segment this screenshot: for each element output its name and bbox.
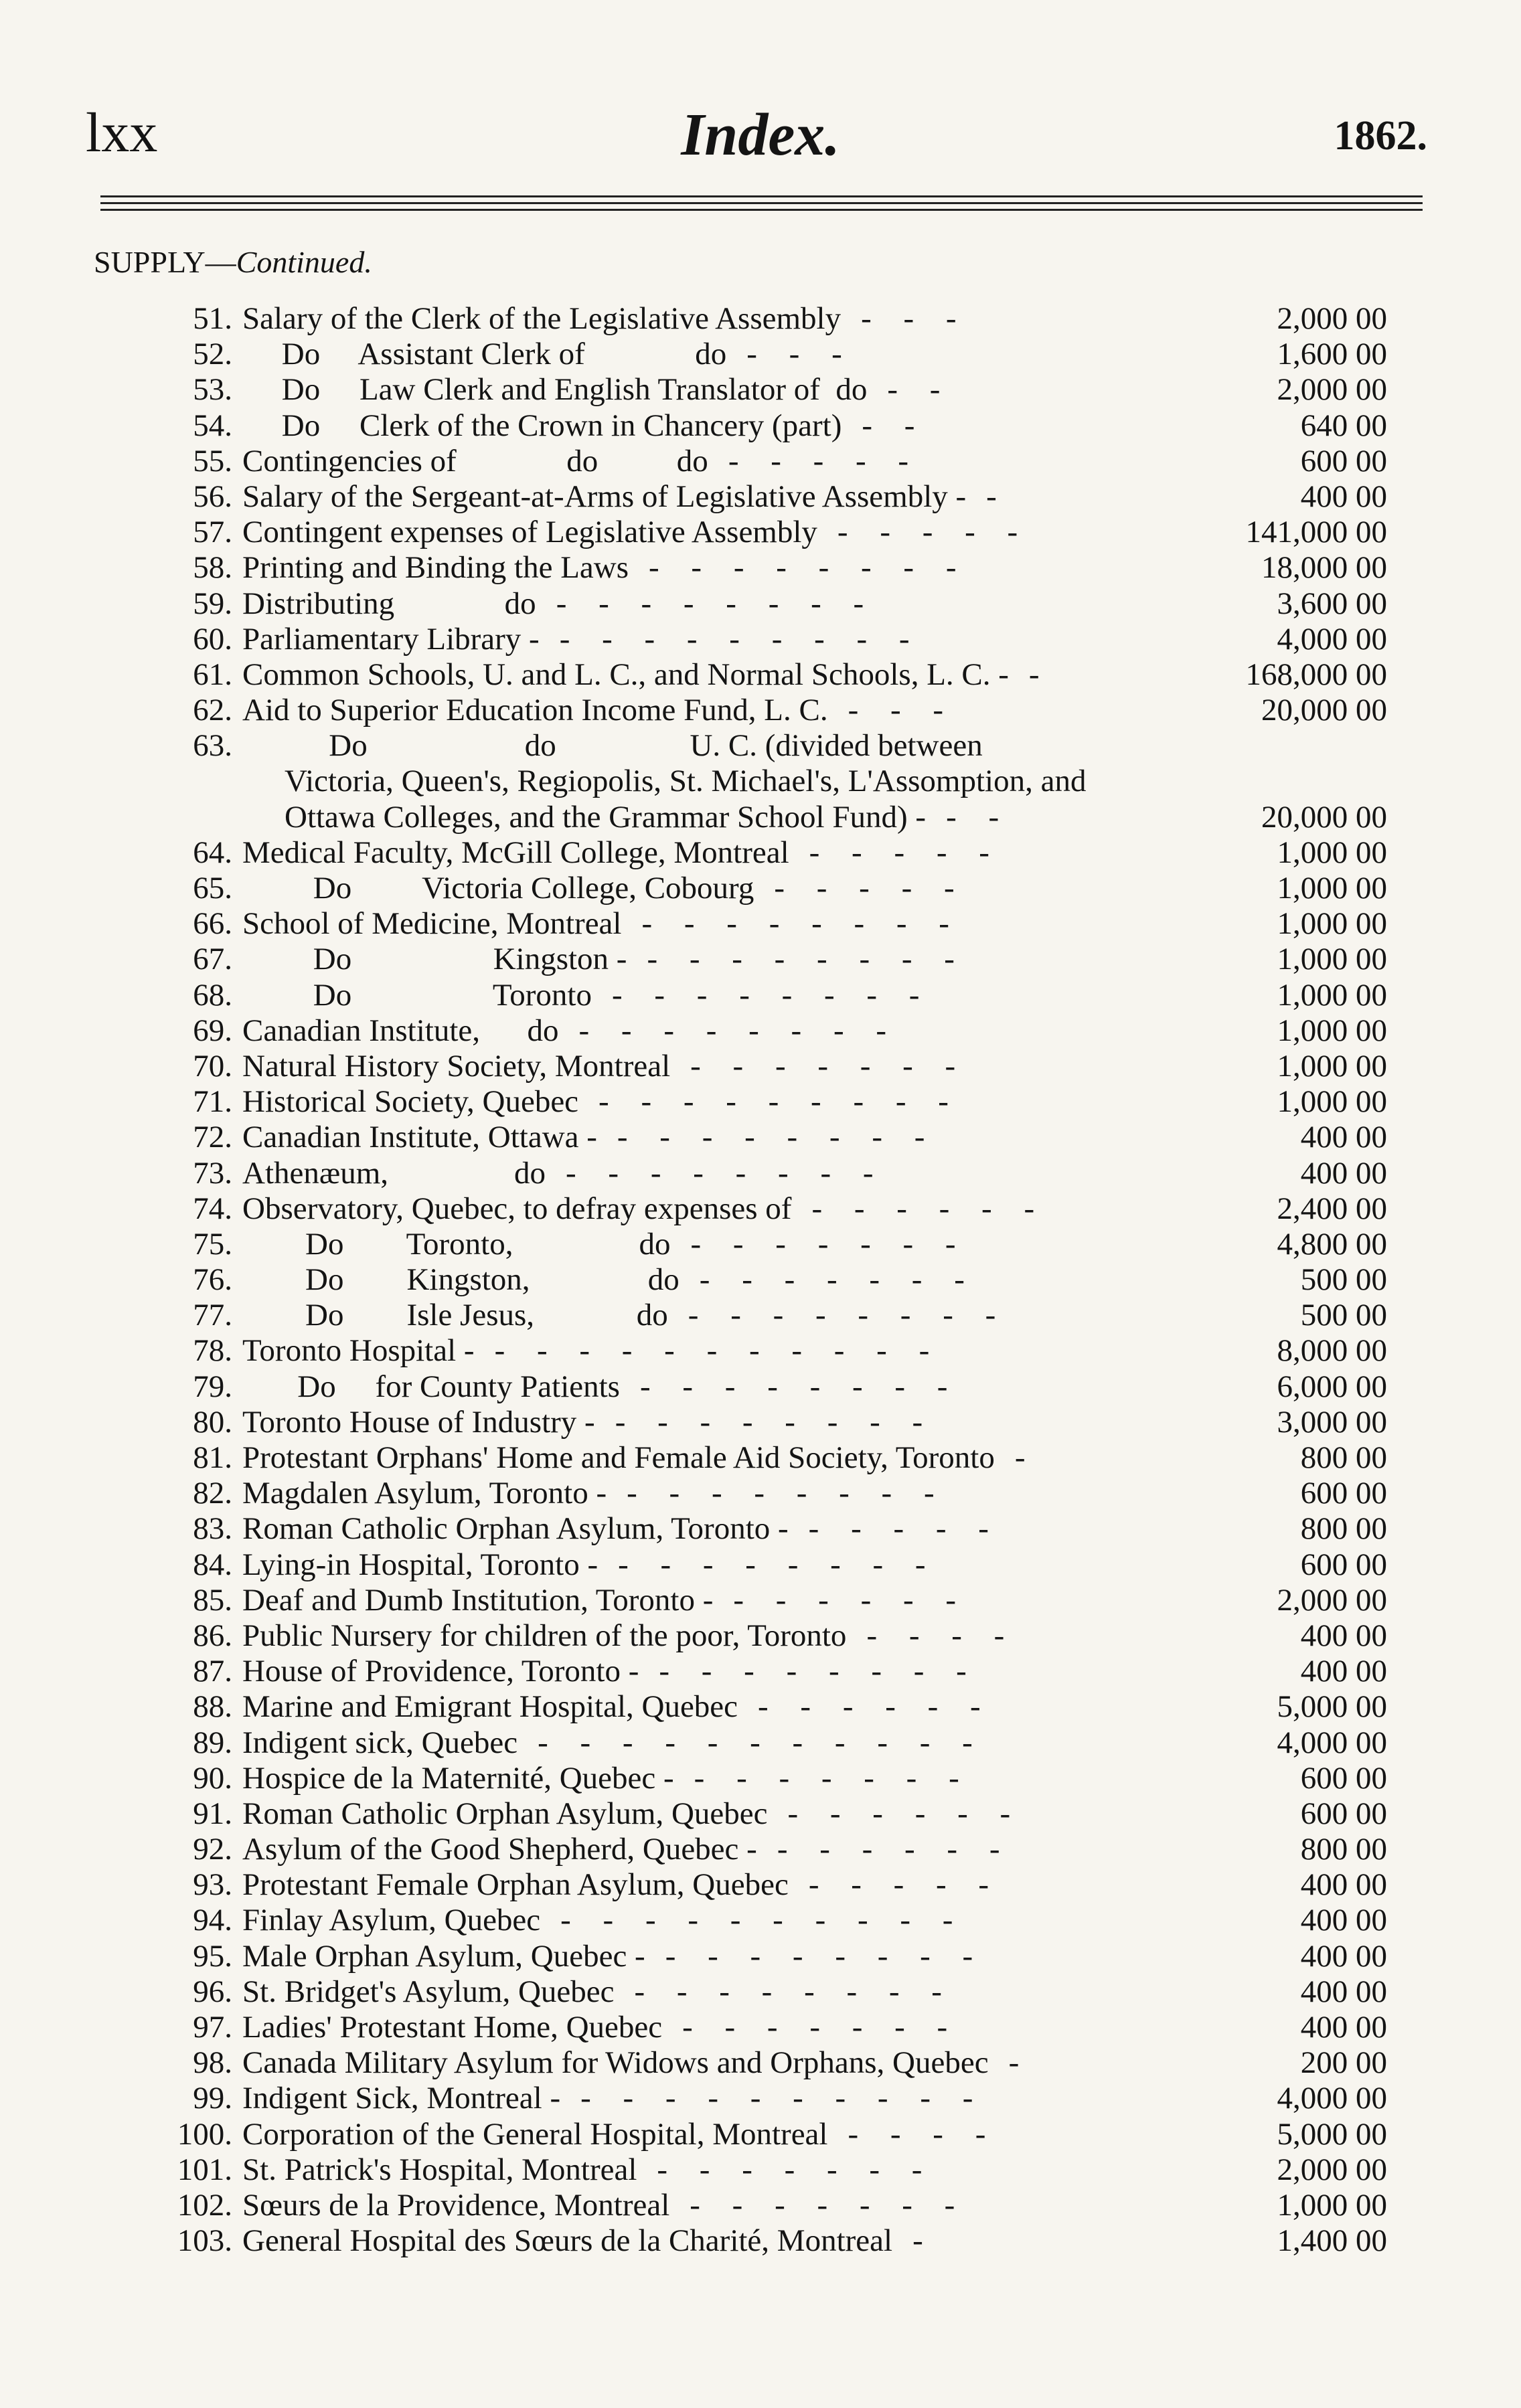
item-description: Roman Catholic Orphan Asylum, Quebec — [242, 1796, 768, 1831]
item-description: Indigent sick, Quebec — [242, 1725, 518, 1760]
item-description: Historical Society, Quebec — [242, 1084, 579, 1120]
item-amount: 800 00 — [1300, 1832, 1387, 1867]
item-number: 59. — [193, 586, 232, 621]
item-description: Observatory, Quebec, to defray expenses of — [242, 1191, 792, 1226]
leader-dots: - - - - - - - — [690, 2187, 967, 2223]
item-amount: 500 00 — [1300, 1298, 1387, 1333]
item-amount: 8,000 00 — [1277, 1333, 1387, 1369]
leader-dots: - - - - - - — [733, 1582, 969, 1618]
item-description: Magdalen Asylum, Toronto - — [242, 1476, 607, 1511]
item-amount: 400 00 — [1300, 1938, 1387, 1974]
item-amount: 400 00 — [1300, 2010, 1387, 2045]
item-number: 92. — [193, 1832, 232, 1867]
item-amount: 20,000 00 — [1261, 693, 1387, 728]
section-heading — [94, 244, 372, 280]
item-description: Distributing do — [242, 586, 536, 621]
item-description: Do for County Patients — [242, 1369, 620, 1404]
page-year: 1862. — [1334, 113, 1427, 159]
item-amount: 20,000 00 — [1261, 799, 1387, 835]
item-description: Do do U. C. (divided between — [242, 728, 983, 764]
item-amount: 5,000 00 — [1277, 1689, 1387, 1725]
leader-dots: - - - - - - - - — [566, 1155, 886, 1191]
item-number: 64. — [193, 835, 232, 870]
list-item — [0, 657, 1521, 693]
item-description: Ottawa Colleges, and the Grammar School Fund) - — [285, 799, 927, 835]
item-description: Sœurs de la Providence, Montreal — [242, 2187, 670, 2223]
item-amount: 1,000 00 — [1277, 2187, 1387, 2223]
leader-dots: - - - — [861, 301, 969, 336]
item-description: School of Medicine, Montreal — [242, 906, 622, 942]
leader-dots: - - - - - - - - — [617, 1120, 937, 1155]
item-number: 90. — [193, 1760, 232, 1796]
item-amount: 3,000 00 — [1277, 1404, 1387, 1440]
item-amount: 1,600 00 — [1277, 337, 1387, 372]
leader-dots: - - - - — [866, 1618, 1017, 1653]
item-amount: 400 00 — [1300, 479, 1387, 514]
list-item — [0, 1796, 1521, 1832]
item-number: 68. — [193, 977, 232, 1013]
item-number: 101. — [177, 2152, 232, 2187]
item-amount: 4,800 00 — [1277, 1226, 1387, 1262]
list-item — [0, 2152, 1521, 2188]
list-item — [0, 1227, 1521, 1262]
list-item — [0, 693, 1521, 728]
item-amount: 2,000 00 — [1277, 301, 1387, 336]
item-number: 56. — [193, 479, 232, 514]
list-item — [0, 800, 1521, 835]
leader-dots: - - — [862, 408, 927, 443]
item-description: General Hospital des Sœurs de la Charité, Montreal — [242, 2223, 893, 2259]
item-description: Finlay Asylum, Quebec — [242, 1903, 541, 1938]
leader-dots: - - - - - — [774, 871, 967, 906]
item-amount: 600 00 — [1300, 1796, 1387, 1831]
leader-dots: - - - - - - - - — [618, 1547, 938, 1582]
item-amount: 800 00 — [1300, 1440, 1387, 1475]
list-item — [0, 1440, 1521, 1476]
list-item — [0, 408, 1521, 444]
item-number: 98. — [193, 2045, 232, 2081]
item-description: Toronto House of Industry - — [242, 1404, 595, 1440]
list-item — [0, 1689, 1521, 1725]
item-number: 51. — [193, 301, 232, 336]
list-item — [0, 906, 1521, 942]
leader-dots: - - - - - - - - — [556, 586, 876, 621]
item-description: Do Law Clerk and English Translator of do — [242, 372, 868, 408]
leader-dots: - - - - - - - - — [665, 1938, 985, 1974]
item-description: Medical Faculty, McGill College, Montreal — [242, 835, 789, 870]
page-title: Index. — [681, 102, 840, 168]
list-item — [0, 2188, 1521, 2223]
item-description: Corporation of the General Hospital, Montreal — [242, 2116, 828, 2152]
list-item — [0, 444, 1521, 479]
item-amount: 1,000 00 — [1277, 1084, 1387, 1120]
item-amount: 168,000 00 — [1245, 657, 1387, 692]
leader-dots: - - - - - - - - — [647, 942, 967, 977]
item-number: 87. — [193, 1654, 232, 1689]
list-item — [0, 1725, 1521, 1761]
leader-dots: - - - - - - - — [682, 2010, 960, 2045]
leader-dots: - - - - - - - - — [641, 906, 961, 942]
item-number: 67. — [193, 942, 232, 977]
list-item — [0, 1939, 1521, 1974]
leader-dots: - - - - — [848, 2116, 998, 2152]
list-item — [0, 2223, 1521, 2259]
header-rule — [100, 202, 1423, 204]
list-item — [0, 1405, 1521, 1440]
item-amount: 2,000 00 — [1277, 1582, 1387, 1618]
item-description: Canadian Institute, Ottawa - — [242, 1120, 597, 1155]
item-amount: 2,000 00 — [1277, 372, 1387, 408]
item-number: 82. — [193, 1476, 232, 1511]
item-amount: 1,000 00 — [1277, 977, 1387, 1013]
item-amount: 400 00 — [1300, 1903, 1387, 1938]
leader-dots: - - - - - - - - — [649, 550, 969, 586]
item-description: Athenæum, do — [242, 1155, 546, 1191]
list-item — [0, 1120, 1521, 1155]
item-amount: 400 00 — [1300, 1867, 1387, 1903]
item-amount: 18,000 00 — [1261, 550, 1387, 586]
list-item — [0, 1262, 1521, 1298]
item-number: 84. — [193, 1547, 232, 1582]
leader-dots: - - - - - - - - - - — [580, 2081, 985, 2116]
item-amount: 600 00 — [1300, 1760, 1387, 1796]
leader-dots: - - - - - - — [758, 1689, 993, 1725]
item-number: 100. — [177, 2116, 232, 2152]
item-description: Do Toronto — [242, 977, 592, 1013]
item-number: 79. — [193, 1369, 232, 1404]
leader-dots: - - - - - — [808, 1511, 1001, 1547]
leader-dots: - - - - - — [728, 443, 921, 479]
list-item — [0, 622, 1521, 657]
item-description: Canadian Institute, do — [242, 1013, 559, 1048]
header-rule — [100, 209, 1423, 211]
leader-dots: - - - - - - - - — [627, 1476, 947, 1511]
list-item — [0, 1547, 1521, 1583]
list-item — [0, 586, 1521, 622]
list-item — [0, 728, 1521, 764]
leader-dots: - - - - - - — [777, 1832, 1012, 1867]
item-number: 57. — [193, 515, 232, 550]
list-item — [0, 1654, 1521, 1689]
leader-dots: - - - — [848, 693, 956, 728]
item-description: Lying-in Hospital, Toronto - — [242, 1547, 598, 1582]
item-description: Do Kingston - — [242, 942, 627, 977]
item-amount: 400 00 — [1300, 1618, 1387, 1653]
list-item — [0, 2045, 1521, 2081]
item-amount: 4,000 00 — [1277, 1725, 1387, 1760]
list-item — [0, 550, 1521, 586]
item-number: 75. — [193, 1226, 232, 1262]
item-number: 89. — [193, 1725, 232, 1760]
item-description: Do Assistant Clerk of do — [242, 337, 727, 372]
item-amount: 500 00 — [1300, 1262, 1387, 1298]
list-item — [0, 764, 1521, 799]
leader-dots: - - - - - - - - — [634, 1974, 954, 2009]
item-number: 52. — [193, 337, 232, 372]
header-rule — [100, 195, 1423, 197]
list-item — [0, 1156, 1521, 1191]
item-number: 86. — [193, 1618, 232, 1653]
item-number: 77. — [193, 1298, 232, 1333]
item-number: 54. — [193, 408, 232, 443]
leader-dots: - - - - - - - — [690, 1048, 968, 1084]
list-item — [0, 1903, 1521, 1938]
leader-dots: - - - - - - - - - - - — [494, 1333, 942, 1369]
leader-dots: - — [1028, 657, 1052, 692]
item-amount: 600 00 — [1300, 443, 1387, 479]
leader-dots: - - - - - - - - — [688, 1298, 1008, 1333]
item-description: Indigent Sick, Montreal - — [242, 2081, 561, 2116]
item-description: Natural History Society, Montreal — [242, 1048, 671, 1084]
leader-dots: - - - - - - - - — [639, 1369, 960, 1404]
item-amount: 2,400 00 — [1277, 1191, 1387, 1226]
list-item — [0, 1618, 1521, 1654]
item-number: 103. — [177, 2223, 232, 2259]
item-number: 55. — [193, 443, 232, 479]
item-amount: 800 00 — [1300, 1511, 1387, 1547]
list-item — [0, 1013, 1521, 1049]
leader-dots: - - - - - - - — [690, 1226, 968, 1262]
list-item — [0, 515, 1521, 550]
leader-dots: - — [1014, 1440, 1038, 1475]
leader-dots: - — [986, 479, 1009, 514]
list-item — [0, 1511, 1521, 1547]
page-number: lxx — [86, 102, 158, 164]
item-description: Common Schools, U. and L. C., and Normal Schools, L. C. - — [242, 657, 1009, 692]
item-number: 85. — [193, 1582, 232, 1618]
leader-dots: - - — [887, 372, 953, 408]
item-amount: 200 00 — [1300, 2045, 1387, 2081]
leader-dots: - - - - - - - - — [611, 977, 932, 1013]
leader-dots: - - - - - - - — [657, 2152, 935, 2187]
list-item — [0, 835, 1521, 871]
item-description: Hospice de la Maternité, Quebec - — [242, 1760, 674, 1796]
leader-dots: - - - - - — [837, 515, 1030, 550]
leader-dots: - - - - - - - - - — [598, 1084, 961, 1120]
list-item — [0, 2117, 1521, 2152]
item-description: Printing and Binding the Laws — [242, 550, 629, 586]
item-number: 81. — [193, 1440, 232, 1475]
item-number: 83. — [193, 1511, 232, 1547]
item-description: Canada Military Asylum for Widows and Orphans, Quebec — [242, 2045, 989, 2081]
item-amount: 4,000 00 — [1277, 2081, 1387, 2116]
item-amount: 1,000 00 — [1277, 1048, 1387, 1084]
list-item — [0, 2081, 1521, 2116]
item-number: 58. — [193, 550, 232, 586]
leader-dots: - - - - - - - — [694, 1760, 971, 1796]
item-description: Parliamentary Library - — [242, 621, 540, 657]
list-item — [0, 1867, 1521, 1903]
leader-dots: - - - - - - - - - - - — [538, 1725, 985, 1760]
item-description: Victoria, Queen's, Regiopolis, St. Michael's, L'Assomption, and — [285, 764, 1087, 799]
item-amount: 400 00 — [1300, 1654, 1387, 1689]
item-description: Aid to Superior Education Income Fund, L. C. — [242, 693, 828, 728]
leader-dots: - - — [946, 799, 1012, 835]
list-item — [0, 337, 1521, 372]
item-amount: 1,000 00 — [1277, 906, 1387, 942]
list-item — [0, 372, 1521, 408]
list-item — [0, 942, 1521, 977]
item-amount: 4,000 00 — [1277, 621, 1387, 657]
item-description: Ladies' Protestant Home, Quebec — [242, 2010, 663, 2045]
item-number: 93. — [193, 1867, 232, 1903]
item-number: 102. — [177, 2187, 232, 2223]
leader-dots: - — [912, 2223, 935, 2259]
item-description: House of Providence, Toronto - — [242, 1654, 639, 1689]
item-number: 74. — [193, 1191, 232, 1226]
item-amount: 1,400 00 — [1277, 2223, 1387, 2259]
item-number: 66. — [193, 906, 232, 942]
list-item — [0, 1974, 1521, 2010]
item-description: Deaf and Dumb Institution, Toronto - — [242, 1582, 714, 1618]
item-number: 53. — [193, 372, 232, 408]
item-description: Male Orphan Asylum, Quebec - — [242, 1938, 645, 1974]
list-item — [0, 1761, 1521, 1796]
item-amount: 1,000 00 — [1277, 942, 1387, 977]
list-item — [0, 301, 1521, 337]
list-item — [0, 1084, 1521, 1120]
leader-dots: - - - - - — [809, 835, 1002, 870]
list-item — [0, 1333, 1521, 1369]
item-description: Do Clerk of the Crown in Chancery (part) — [242, 408, 842, 443]
item-description: Do Toronto, do — [242, 1226, 671, 1262]
leader-dots: - - - - - - — [787, 1796, 1023, 1831]
list-item — [0, 1832, 1521, 1867]
item-number: 99. — [193, 2081, 232, 2116]
leader-dots: - - - - - - - - — [578, 1013, 898, 1048]
leader-dots: - - - - - - - - — [615, 1404, 935, 1440]
item-number: 94. — [193, 1903, 232, 1938]
item-number: 65. — [193, 871, 232, 906]
list-item — [0, 1476, 1521, 1511]
list-item — [0, 978, 1521, 1013]
item-number: 95. — [193, 1938, 232, 1974]
item-number: 97. — [193, 2010, 232, 2045]
item-description: St. Bridget's Asylum, Quebec — [242, 1974, 615, 2009]
list-item — [0, 1369, 1521, 1405]
list-item — [0, 2010, 1521, 2045]
item-number: 72. — [193, 1120, 232, 1155]
list-item — [0, 871, 1521, 906]
leader-dots: - - - — [746, 337, 854, 372]
item-amount: 400 00 — [1300, 1120, 1387, 1155]
item-description: St. Patrick's Hospital, Montreal — [242, 2152, 637, 2187]
item-description: Protestant Orphans' Home and Female Aid Society, Toronto — [242, 1440, 995, 1475]
item-description: Do Victoria College, Cobourg — [242, 871, 754, 906]
item-number: 63. — [193, 728, 232, 764]
item-number: 60. — [193, 621, 232, 657]
list-item — [0, 1583, 1521, 1618]
item-number: 88. — [193, 1689, 232, 1725]
section-name: SUPPLY— — [94, 245, 236, 279]
item-amount: 400 00 — [1300, 1974, 1387, 2009]
leader-dots: - - - - - - - - - — [559, 621, 922, 657]
item-description: Salary of the Sergeant-at-Arms of Legislative Assembly - — [242, 479, 967, 514]
item-number: 73. — [193, 1155, 232, 1191]
entry-list — [0, 301, 1521, 2259]
item-number: 91. — [193, 1796, 232, 1831]
list-item — [0, 1049, 1521, 1084]
item-description: Toronto Hospital - — [242, 1333, 475, 1369]
item-amount: 640 00 — [1300, 408, 1387, 443]
item-description: Do Kingston, do — [242, 1262, 679, 1298]
item-number: 71. — [193, 1084, 232, 1120]
item-amount: 2,000 00 — [1277, 2152, 1387, 2187]
page-header — [0, 100, 1521, 181]
item-number: 96. — [193, 1974, 232, 2009]
item-description: Contingencies of do do — [242, 443, 708, 479]
leader-dots: - - - - - — [808, 1867, 1002, 1903]
item-amount: 5,000 00 — [1277, 2116, 1387, 2152]
leader-dots: - - - - - - - - - - — [560, 1903, 965, 1938]
section-note: Continued. — [236, 245, 372, 279]
item-description: Do Isle Jesus, do — [242, 1298, 668, 1333]
item-description: Asylum of the Good Shepherd, Quebec - — [242, 1832, 757, 1867]
item-description: Marine and Emigrant Hospital, Quebec — [242, 1689, 738, 1725]
item-description: Salary of the Clerk of the Legislative Assembly — [242, 301, 842, 336]
item-amount: 141,000 00 — [1245, 515, 1387, 550]
item-amount: 1,000 00 — [1277, 835, 1387, 870]
leader-dots: - - - - - - - — [699, 1262, 977, 1298]
item-number: 69. — [193, 1013, 232, 1048]
item-amount: 1,000 00 — [1277, 871, 1387, 906]
item-number: 61. — [193, 657, 232, 692]
item-number: 62. — [193, 693, 232, 728]
item-description: Protestant Female Orphan Asylum, Quebec — [242, 1867, 789, 1903]
item-amount: 3,600 00 — [1277, 586, 1387, 621]
leader-dots: - - - - - - - - — [659, 1654, 979, 1689]
list-item — [0, 479, 1521, 515]
item-amount: 600 00 — [1300, 1476, 1387, 1511]
item-number: 78. — [193, 1333, 232, 1369]
item-description: Public Nursery for children of the poor, Toronto — [242, 1618, 847, 1653]
item-amount: 600 00 — [1300, 1547, 1387, 1582]
leader-dots: - — [1008, 2045, 1032, 2081]
leader-dots: - - - - - - — [811, 1191, 1047, 1226]
list-item — [0, 1191, 1521, 1227]
item-number: 70. — [193, 1048, 232, 1084]
item-description: Roman Catholic Orphan Asylum, Toronto - — [242, 1511, 789, 1547]
item-number: 80. — [193, 1404, 232, 1440]
item-number: 76. — [193, 1262, 232, 1298]
item-description: Contingent expenses of Legislative Assembly — [242, 515, 817, 550]
item-amount: 400 00 — [1300, 1155, 1387, 1191]
item-amount: 1,000 00 — [1277, 1013, 1387, 1048]
item-amount: 6,000 00 — [1277, 1369, 1387, 1404]
list-item — [0, 1298, 1521, 1333]
